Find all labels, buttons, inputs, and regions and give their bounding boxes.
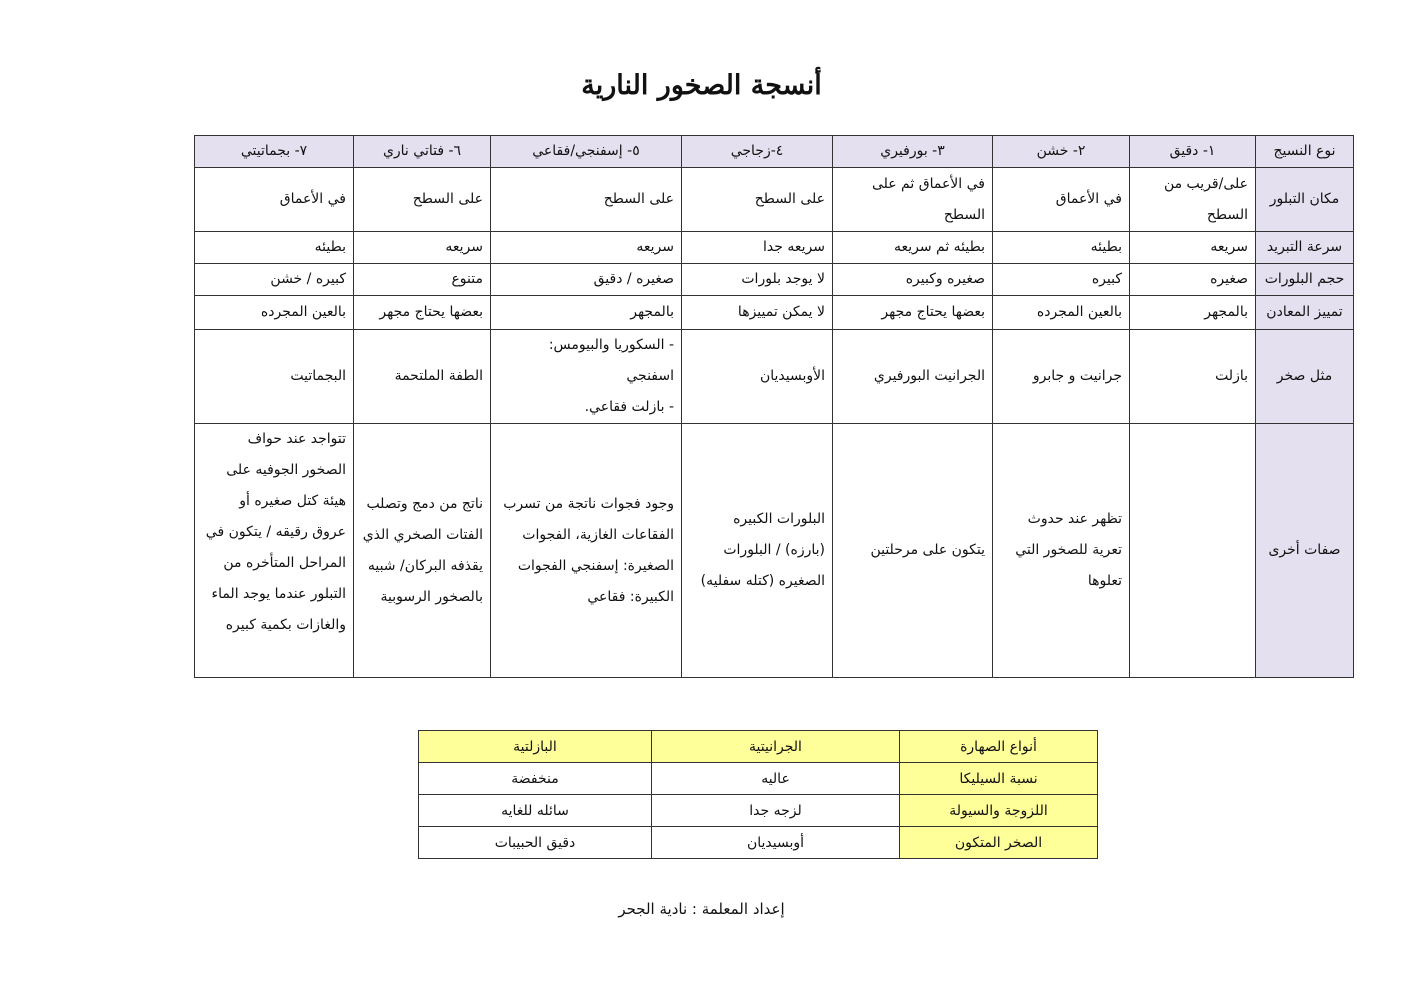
table-cell: صغيره	[1130, 264, 1256, 296]
table-cell: وجود فجوات ناتجة من تسرب الفقاعات الغازية، الفجوات الصغيرة: إسفنجي الفجوات الكبيرة: فقاعي	[491, 424, 682, 678]
table-cell: على السطح	[491, 168, 682, 232]
row-label: مثل صخر	[1256, 330, 1354, 424]
table-cell: سريعه	[354, 232, 491, 264]
magma-types-table	[418, 730, 1098, 859]
row-label: تمييز المعادن	[1256, 296, 1354, 330]
table-row	[195, 264, 1354, 296]
table-cell: سريعه جدا	[682, 232, 833, 264]
table-cell: البلورات الكبيره (بارزه) / البلورات الصغيره (كتله سفليه)	[682, 424, 833, 678]
column-header: الجرانيتية	[652, 731, 900, 763]
column-header: ١- دقيق	[1130, 136, 1256, 168]
table-cell: بالمجهر	[491, 296, 682, 330]
textures-table	[194, 135, 1354, 678]
table-cell: أوبسيديان	[652, 827, 900, 859]
table-cell: الأوبسيديان	[682, 330, 833, 424]
table-cell	[1130, 424, 1256, 678]
header-label: أنواع الصهارة	[900, 731, 1098, 763]
table-cell: عاليه	[652, 763, 900, 795]
table-row	[419, 827, 1098, 859]
table-cell: بعضها يحتاج مجهر	[354, 296, 491, 330]
table-cell: الطفة الملتحمة	[354, 330, 491, 424]
table-cell: في الأعماق	[195, 168, 354, 232]
table-cell: بطيئه	[993, 232, 1130, 264]
table-cell: ناتج من دمج وتصلب الفتات الصخري الذي يقذفه البركان/ شبيه بالصخور الرسوبية	[354, 424, 491, 678]
table-cell: لا يوجد بلورات	[682, 264, 833, 296]
column-header: ٢- خشن	[993, 136, 1130, 168]
table-cell: بالمجهر	[1130, 296, 1256, 330]
table-cell: كبيره / خشن	[195, 264, 354, 296]
row-label: نسبة السيليكا	[900, 763, 1098, 795]
column-header: البازلتية	[419, 731, 652, 763]
table-header-row	[195, 136, 1354, 168]
table-cell: بعضها يحتاج مجهر	[833, 296, 993, 330]
table-row	[195, 424, 1354, 678]
table-cell: بالعين المجرده	[993, 296, 1130, 330]
table-cell: منخفضة	[419, 763, 652, 795]
table-header-row	[419, 731, 1098, 763]
table-cell: على السطح	[682, 168, 833, 232]
table-row	[195, 168, 1354, 232]
table-cell: جرانيت و جابرو	[993, 330, 1130, 424]
table-cell: على السطح	[354, 168, 491, 232]
row-label: الصخر المتكون	[900, 827, 1098, 859]
table-row	[195, 232, 1354, 264]
table-cell: صغيره وكبيره	[833, 264, 993, 296]
table-cell: سائله للغايه	[419, 795, 652, 827]
table-row	[195, 330, 1354, 424]
table-cell: - السكوريا والبيومس: اسفنجي - بازلت فقاعي.	[491, 330, 682, 424]
row-label: مكان التبلور	[1256, 168, 1354, 232]
column-header: ٣- بورفيري	[833, 136, 993, 168]
column-header: ٤-زجاجي	[682, 136, 833, 168]
column-header: ٧- بجماتيتي	[195, 136, 354, 168]
table-cell: سريعه	[491, 232, 682, 264]
table-cell: يتكون على مرحلتين	[833, 424, 993, 678]
page-title: أنسجة الصخور النارية	[581, 70, 822, 101]
table-cell: بطيئه ثم سريعه	[833, 232, 993, 264]
table-cell: بازلت	[1130, 330, 1256, 424]
table-cell: دقيق الحبيبات	[419, 827, 652, 859]
column-header: ٥- إسفنجي/فقاعي	[491, 136, 682, 168]
table-row	[195, 296, 1354, 330]
table-cell: تظهر عند حدوث تعرية للصخور التي تعلوها	[993, 424, 1130, 678]
table-cell: على/قريب من السطح	[1130, 168, 1256, 232]
table-cell: الجرانيت البورفيري	[833, 330, 993, 424]
row-label: صفات أخرى	[1256, 424, 1354, 678]
table-cell: صغيره / دقيق	[491, 264, 682, 296]
row-label: سرعة التبريد	[1256, 232, 1354, 264]
author-credit: إعداد المعلمة : نادية الجحر	[618, 900, 785, 918]
row-label: اللزوجة والسيولة	[900, 795, 1098, 827]
table-row	[419, 795, 1098, 827]
header-label: نوع النسيج	[1256, 136, 1354, 168]
table-cell: لزجه جدا	[652, 795, 900, 827]
table-cell: تتواجد عند حواف الصخور الجوفيه على هيئة كتل صغيره أو عروق رقيقه / يتكون في المراحل المتأخره من التبلور عندما يوجد الماء والغازات بكمية كبيره	[195, 424, 354, 678]
table-cell: البجماتيت	[195, 330, 354, 424]
table-cell: في الأعماق ثم على السطح	[833, 168, 993, 232]
column-header: ٦- فتاتي ناري	[354, 136, 491, 168]
table-cell: بالعين المجرده	[195, 296, 354, 330]
table-cell: لا يمكن تمييزها	[682, 296, 833, 330]
table-row	[419, 763, 1098, 795]
table-cell: متنوع	[354, 264, 491, 296]
row-label: حجم البلورات	[1256, 264, 1354, 296]
table-cell: سريعه	[1130, 232, 1256, 264]
table-cell: بطيئه	[195, 232, 354, 264]
table-cell: كبيره	[993, 264, 1130, 296]
table-cell: في الأعماق	[993, 168, 1130, 232]
